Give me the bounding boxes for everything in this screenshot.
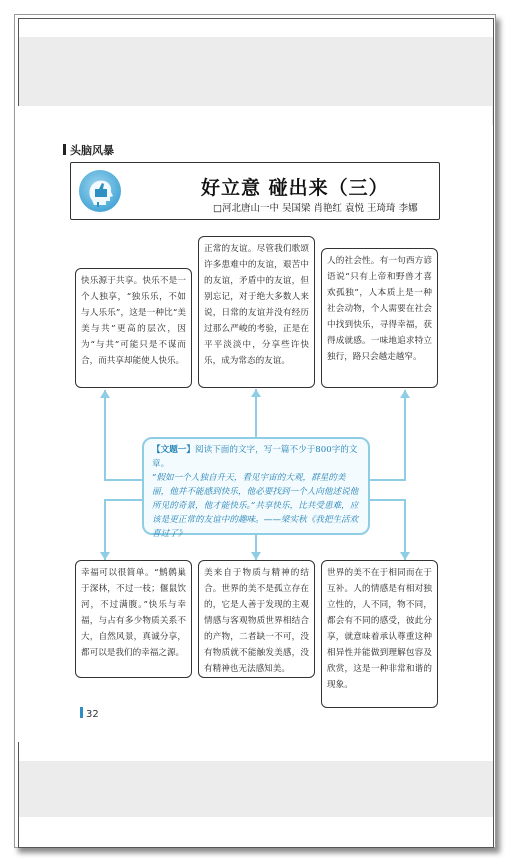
authors-line: □河北唐山一中 吴国梁 肖艳红 袁悦 王琦琦 李娜 (213, 203, 418, 214)
idea-box-bottom-left: 幸福可以很简单。“鹪鹩巢于深林，不过一枝；偃鼠饮河，不过满腹。”快乐与幸福，与占有多少物质关系不大，自然风景，真诚分享，都可以是我们的幸福之源。 (75, 560, 192, 678)
idea-box-bottom-right: 世界的美不在于相同而在于互补。人的情感是有相对独立性的，人不同，物不同，都会有不同的感受，彼此分享，就意味着承认尊重这种相异性并能做到理解包容及欣赏，这是一种非常和谐的现象。 (321, 560, 438, 708)
idea-box-bottom-middle: 美来自于物质与精神的结合。世界的美不是孤立存在的，它是人善于发现的主观情感与客观物质世界相结合的产物，二者缺一不可，没有物质就不能触发美感，没有精神也无法感知美。 (198, 560, 315, 678)
idea-box-top-left: 快乐源于共享。快乐不是一个人独享，“独乐乐，不如与人乐乐”，这是一种比“美美与共”更高的层次，因为“与共”可能只是不谋而合，而共享却能使人快乐。 (75, 268, 192, 388)
idea-box-top-middle: 正常的友谊。尽管我们歌颂许多患难中的友谊，艰苦中的友谊，矛盾中的友谊，但别忘记，对于绝大多数人来说，日常的友谊并没有经历过那么严峻的考验，正是在平平淡淡中，分享些许快乐，成为常态的友谊。 (198, 236, 315, 388)
prompt-instruction: 阅读下面的文字，写一篇不少于800字的文章。 (152, 445, 358, 469)
page-number: 32 (80, 707, 99, 720)
prompt-label: 【文题一】 (152, 445, 195, 455)
page-title: 好立意 碰出来（三） (201, 177, 389, 199)
section-label: 头脑风暴 (63, 142, 114, 158)
prompt-box (142, 437, 370, 539)
idea-box-top-right: 人的社会性。有一句西方谚语说“只有上帝和野兽才喜欢孤独”，人本质上是一种社会动物，个人需要在社会中找到快乐，寻得幸福，获得成就感。一味地追求特立独行，路只会越走越窄。 (321, 248, 438, 388)
prompt-quote: “假如一个人独自升天，看见宇宙的大观，群星的美丽，他并不能感到快乐，他必要找到一个人向他述说他所见的奇景，他才能快乐。”共享快乐，比共受患难，应该是更正常的友谊中的趣味。——梁实秋《我把生活欢喜过了》 (152, 473, 359, 539)
